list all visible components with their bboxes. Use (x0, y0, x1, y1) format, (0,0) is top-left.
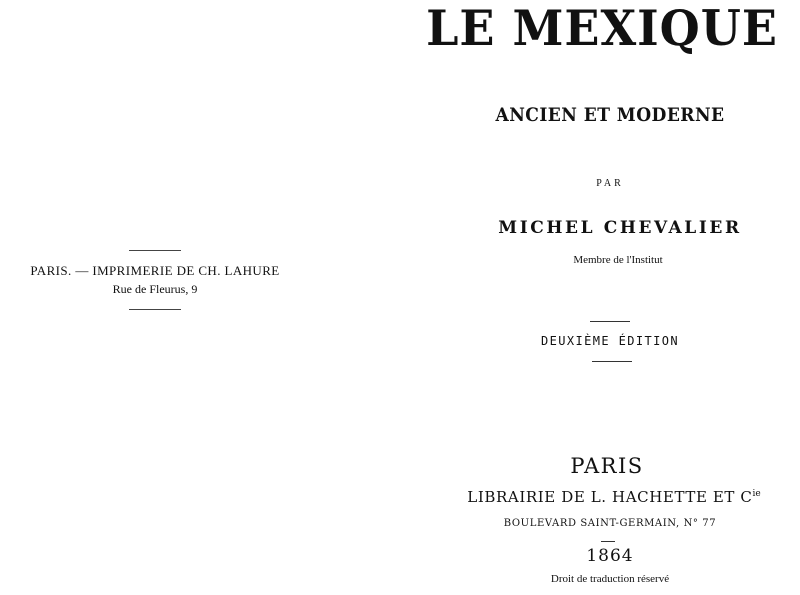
edition-label: DEUXIÈME ÉDITION (541, 334, 679, 348)
title-page (420, 0, 800, 595)
divider-rule (592, 361, 632, 362)
author-name: MICHEL CHEVALIER (498, 218, 742, 238)
printer-imprint (0, 250, 310, 310)
book-title: LE MEXIQUE (426, 0, 778, 57)
city-text: PARIS (570, 454, 644, 478)
publisher-address: BOULEVARD SAINT-GERMAIN, N° 77 (503, 518, 717, 529)
printer-address: Rue de Fleurus, 9 (112, 282, 198, 296)
by-line: PAR (596, 178, 624, 189)
publisher-name (424, 488, 800, 506)
divider-rule (601, 541, 615, 542)
publication-year: 1864 (586, 546, 634, 566)
author-credential: Membre de l'Institut (573, 254, 663, 266)
printer-name: PARIS. — IMPRIMERIE DE CH. LAHURE (30, 263, 280, 278)
book-subtitle: ANCIEN ET MODERNE (495, 104, 725, 126)
publisher-text: LIBRAIRIE DE L. HACHETTE ET C (467, 488, 753, 506)
rights-notice: Droit de traduction réservé (550, 573, 670, 585)
divider-rule (590, 321, 630, 322)
divider-rule (129, 309, 181, 310)
publisher-superscript: ie (752, 489, 761, 499)
publisher-city (417, 454, 797, 478)
divider-rule (129, 250, 181, 251)
